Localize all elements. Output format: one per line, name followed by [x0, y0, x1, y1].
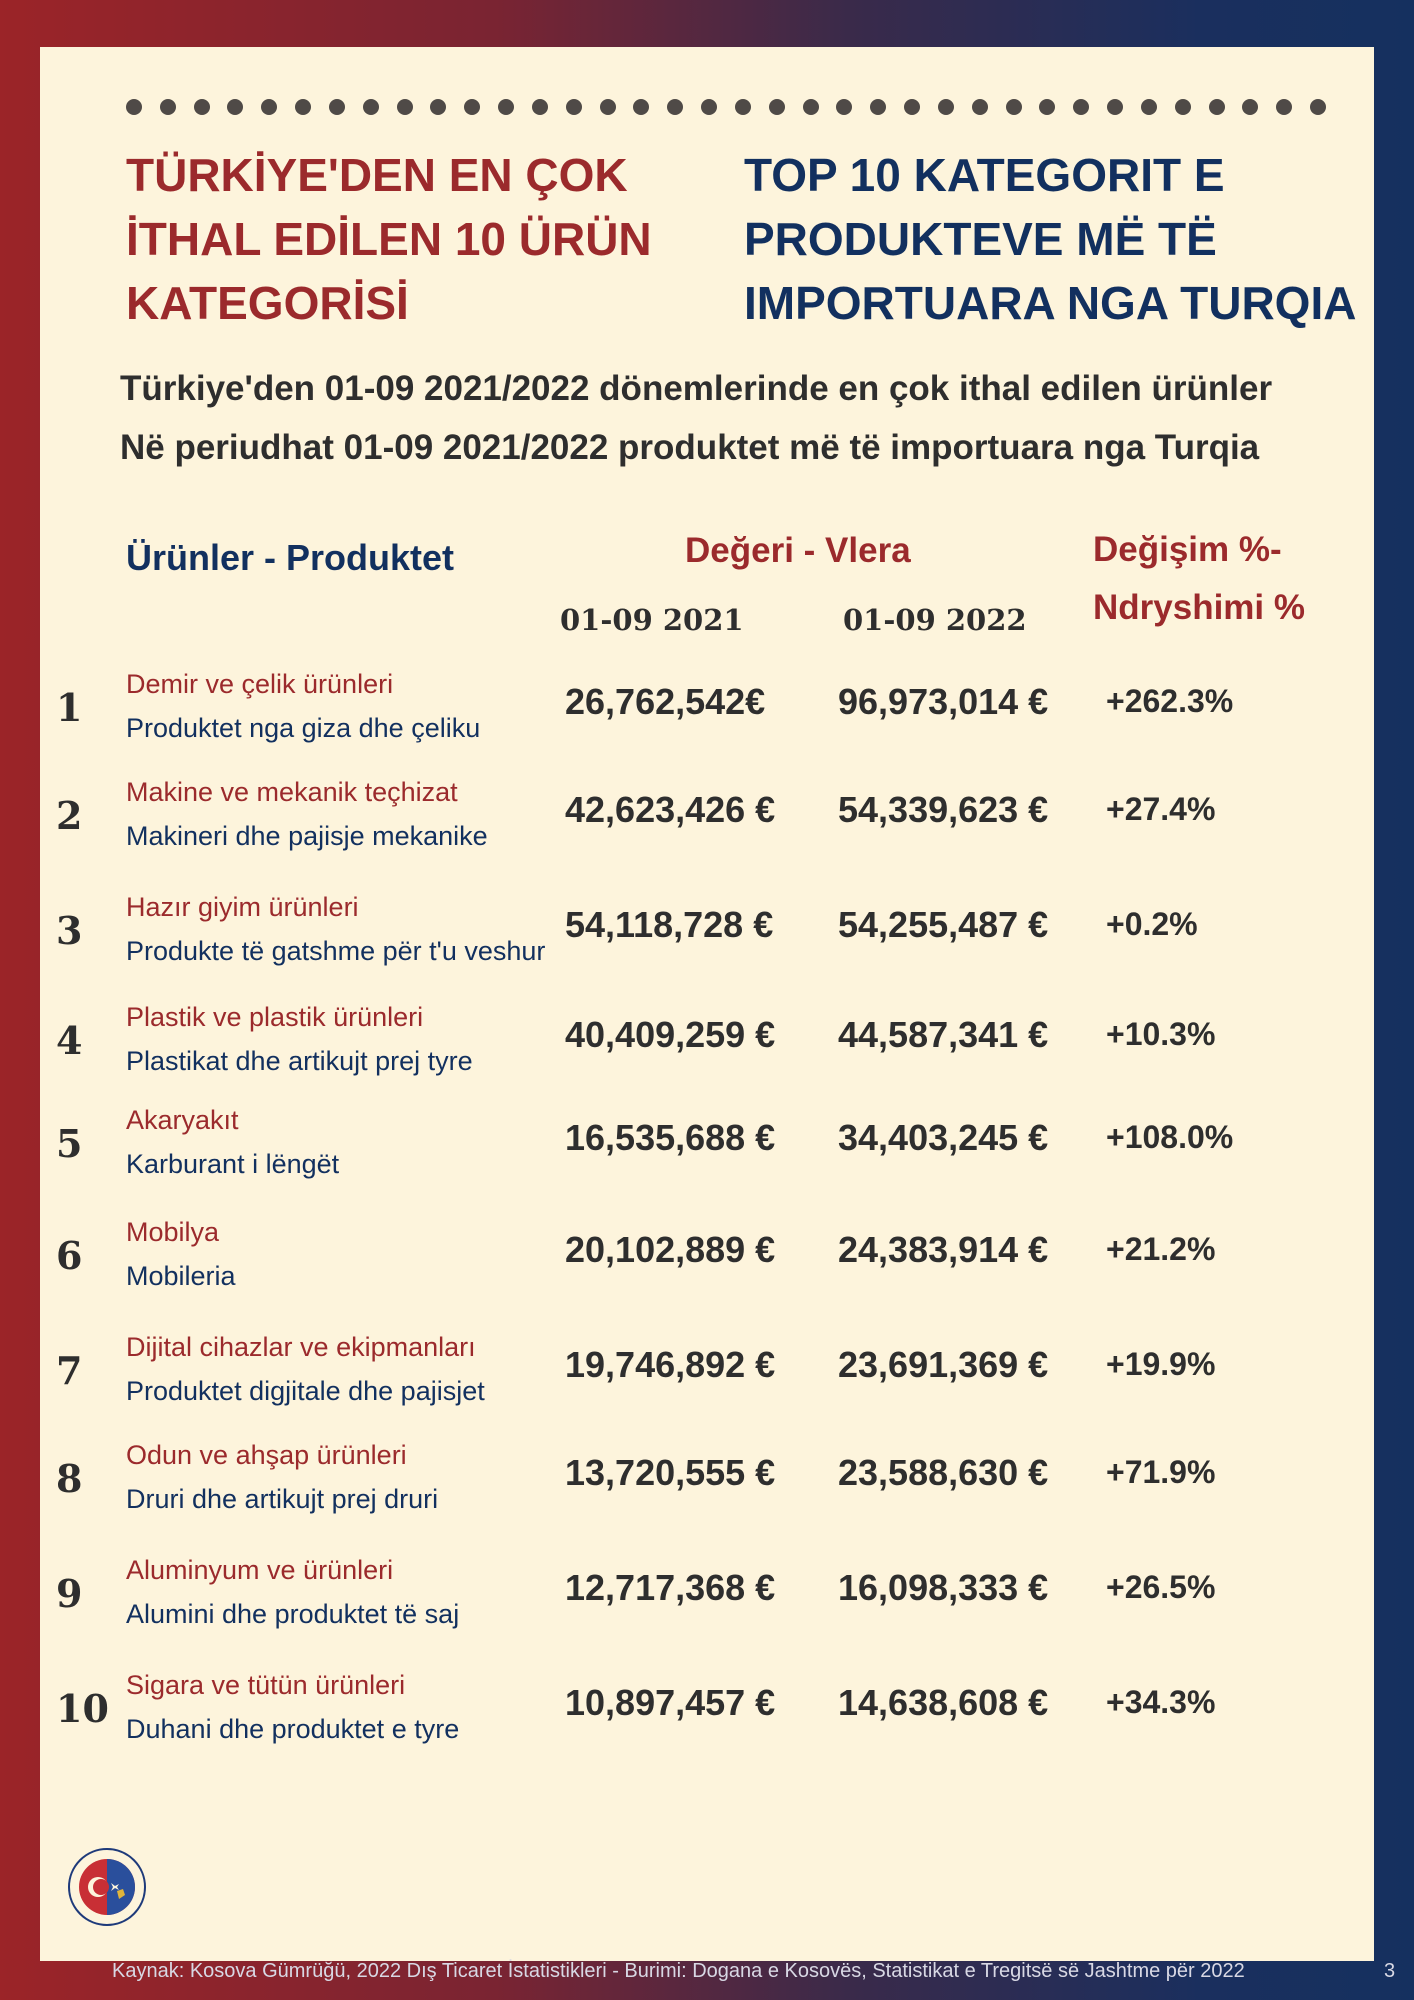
divider-dot	[1073, 99, 1089, 115]
product-name-turkish: Mobilya	[126, 1217, 220, 1247]
divider-dot	[1276, 99, 1292, 115]
change-percent: +262.3%	[1106, 683, 1234, 719]
divider-dot	[600, 99, 616, 115]
divider-dot	[566, 99, 582, 115]
value-2021: 16,535,688 €	[565, 1117, 776, 1158]
value-2022: 44,587,341 €	[838, 1014, 1049, 1055]
change-percent: +10.3%	[1106, 1016, 1216, 1052]
dot-divider	[126, 97, 1326, 117]
table-row	[40, 669, 1374, 769]
product-name-albanian: Mobileria	[126, 1261, 236, 1291]
product-name-turkish: Dijital cihazlar ve ekipmanları	[126, 1332, 476, 1362]
change-percent: +27.4%	[1106, 791, 1216, 827]
table-row	[40, 1002, 1374, 1102]
divider-dot	[532, 99, 548, 115]
divider-dot	[227, 99, 243, 115]
divider-dot	[1107, 99, 1123, 115]
divider-dot	[735, 99, 751, 115]
divider-dot	[938, 99, 954, 115]
divider-dot	[160, 99, 176, 115]
row-rank: 2	[56, 793, 83, 838]
row-rank: 8	[56, 1456, 83, 1501]
product-name-albanian: Makineri dhe pajisje mekanike	[126, 821, 488, 851]
product-name-turkish: Plastik ve plastik ürünleri	[126, 1002, 424, 1032]
table-row	[40, 1105, 1374, 1205]
divider-dot	[1006, 99, 1022, 115]
value-2022: 23,588,630 €	[838, 1452, 1049, 1493]
value-2022: 23,691,369 €	[838, 1344, 1049, 1385]
row-rank: 5	[56, 1121, 83, 1166]
product-name-albanian: Alumini dhe produktet të saj	[126, 1599, 460, 1629]
divider-dot	[633, 99, 649, 115]
product-name-albanian: Produktet digjitale dhe pajisjet	[126, 1376, 485, 1406]
divider-dot	[1209, 99, 1225, 115]
value-2021: 20,102,889 €	[565, 1229, 776, 1270]
value-2022: 14,638,608 €	[838, 1682, 1049, 1723]
change-percent: +108.0%	[1106, 1119, 1234, 1155]
header-products: Ürünler - Produktet	[126, 537, 455, 578]
divider-dot	[498, 99, 514, 115]
value-2021: 54,118,728 €	[565, 904, 774, 945]
title-turkish: TÜRKİYE'DEN EN ÇOK İTHAL EDİLEN 10 ÜRÜN KATEGORİSİ	[126, 149, 652, 329]
table-row	[40, 1555, 1374, 1655]
value-2022: 54,255,487 €	[838, 904, 1049, 945]
product-name-albanian: Druri dhe artikujt prej druri	[126, 1484, 439, 1514]
divider-dot	[295, 99, 311, 115]
header-value: Değeri - Vlera	[685, 531, 911, 570]
value-2022: 34,403,245 €	[838, 1117, 1049, 1158]
divider-dot	[1039, 99, 1055, 115]
divider-dot	[261, 99, 277, 115]
divider-dot	[126, 99, 142, 115]
product-name-turkish: Demir ve çelik ürünleri	[126, 669, 394, 699]
product-name-turkish: Sigara ve tütün ürünleri	[126, 1670, 406, 1700]
change-percent: +21.2%	[1106, 1231, 1216, 1267]
value-2021: 13,720,555 €	[565, 1452, 776, 1493]
divider-dot	[836, 99, 852, 115]
row-rank: 3	[56, 908, 83, 953]
product-name-turkish: Makine ve mekanik teçhizat	[126, 777, 458, 807]
row-rank: 10	[56, 1686, 109, 1731]
table-row	[40, 1217, 1374, 1317]
value-2022: 24,383,914 €	[838, 1229, 1049, 1270]
divider-dot	[1175, 99, 1191, 115]
table-row	[40, 892, 1374, 992]
value-2021: 42,623,426 €	[565, 789, 776, 830]
divider-dot	[329, 99, 345, 115]
change-percent: +19.9%	[1106, 1346, 1216, 1382]
chamber-logo-icon	[67, 1847, 147, 1927]
row-rank: 7	[56, 1348, 83, 1393]
divider-dot	[701, 99, 717, 115]
table-row	[40, 1670, 1374, 1770]
product-name-turkish: Hazır giyim ürünleri	[126, 892, 359, 922]
value-2021: 12,717,368 €	[565, 1567, 776, 1608]
divider-dot	[1310, 99, 1326, 115]
row-rank: 6	[56, 1233, 83, 1278]
value-2021: 40,409,259 €	[565, 1014, 776, 1055]
change-percent: +34.3%	[1106, 1684, 1216, 1720]
divider-dot	[1242, 99, 1258, 115]
content-card	[40, 47, 1374, 1961]
row-rank: 9	[56, 1571, 83, 1616]
divider-dot	[194, 99, 210, 115]
divider-dot	[363, 99, 379, 115]
divider-dot	[397, 99, 413, 115]
product-name-turkish: Akaryakıt	[126, 1105, 239, 1135]
value-2021: 10,897,457 €	[565, 1682, 776, 1723]
divider-dot	[870, 99, 886, 115]
value-2022: 54,339,623 €	[838, 789, 1049, 830]
divider-dot	[1141, 99, 1157, 115]
table-row	[40, 1440, 1374, 1540]
divider-dot	[464, 99, 480, 115]
divider-dot	[972, 99, 988, 115]
header-year-2022: 01-09 2022	[843, 603, 1027, 637]
header-year-2021: 01-09 2021	[560, 603, 744, 637]
header-change	[1093, 521, 1363, 637]
table-row	[40, 777, 1374, 877]
divider-dot	[430, 99, 446, 115]
page-number: 3	[1384, 1960, 1396, 1982]
header-change-line2: Ndryshimi %	[1093, 588, 1305, 627]
row-rank: 4	[56, 1018, 83, 1063]
change-percent: +0.2%	[1106, 906, 1198, 942]
value-2022: 96,973,014 €	[838, 681, 1049, 722]
value-2022: 16,098,333 €	[838, 1567, 1049, 1608]
divider-dot	[803, 99, 819, 115]
divider-dot	[667, 99, 683, 115]
change-percent: +26.5%	[1106, 1569, 1216, 1605]
value-2021: 26,762,542€	[565, 681, 766, 722]
divider-dot	[769, 99, 785, 115]
value-2021: 19,746,892 €	[565, 1344, 776, 1385]
product-name-albanian: Produkte të gatshme për t'u veshur	[126, 936, 546, 966]
change-percent: +71.9%	[1106, 1454, 1216, 1490]
product-name-albanian: Produktet nga giza dhe çeliku	[126, 713, 481, 743]
title-albanian: TOP 10 KATEGORIT E PRODUKTEVE MË TË IMPORTUARA NGA TURQIA	[744, 149, 1357, 329]
product-name-albanian: Karburant i lëngët	[126, 1149, 340, 1179]
product-name-turkish: Aluminyum ve ürünleri	[126, 1555, 394, 1585]
subtitle-turkish: Türkiye'den 01-09 2021/2022 dönemlerinde en çok ithal edilen ürünler	[120, 369, 1273, 408]
footer-source: Kaynak: Kosova Gümrüğü, 2022 Dış Ticaret İstatistikleri - Burimi: Dogana e Kosovës, Statistikat e Tregitsë së Jashtme për 2022	[112, 1960, 1245, 1982]
header-change-line1: Değişim %-	[1093, 530, 1282, 569]
table-row	[40, 1332, 1374, 1432]
divider-dot	[904, 99, 920, 115]
subtitle-albanian: Në periudhat 01-09 2021/2022 produktet më të importuara nga Turqia	[120, 428, 1260, 467]
row-rank: 1	[56, 685, 83, 730]
product-name-turkish: Odun ve ahşap ürünleri	[126, 1440, 407, 1470]
product-name-albanian: Plastikat dhe artikujt prej tyre	[126, 1046, 473, 1076]
product-name-albanian: Duhani dhe produktet e tyre	[126, 1714, 460, 1744]
